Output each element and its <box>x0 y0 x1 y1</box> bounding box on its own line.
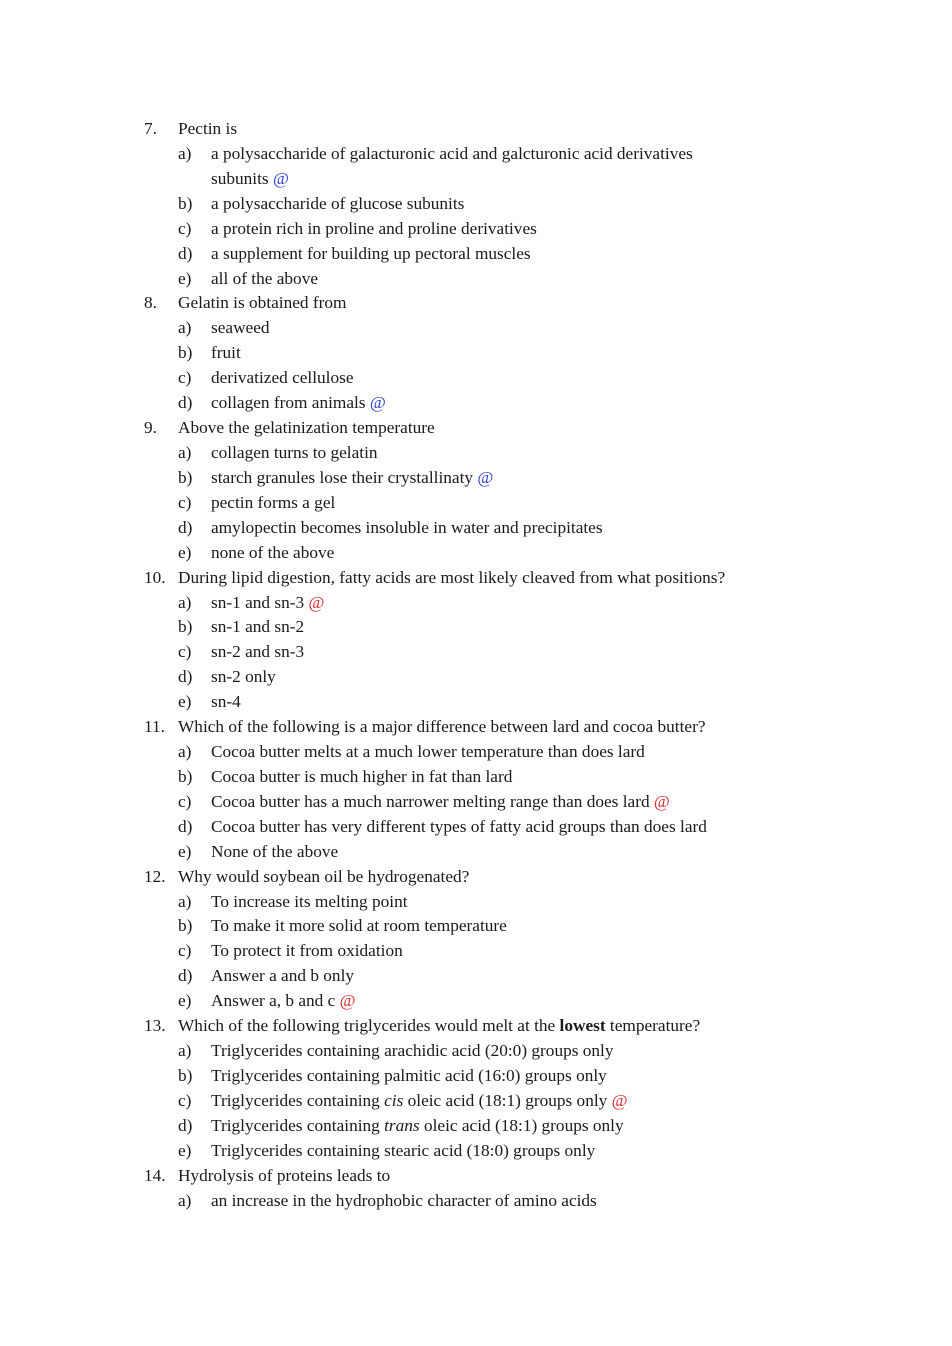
text-segment: a protein rich in proline and proline derivatives <box>211 218 537 238</box>
answer-mark-blue: @ <box>477 467 494 487</box>
option-letter: d) <box>178 1115 193 1135</box>
option-text <box>211 590 324 615</box>
text-segment: Gelatin is obtained from <box>178 293 347 313</box>
option-text <box>211 266 318 291</box>
emphasis-italic: trans <box>384 1115 420 1135</box>
text-segment: Cocoa butter is much higher in fat than lard <box>211 766 513 786</box>
option-letter: c) <box>178 1090 192 1110</box>
text-segment: Triglycerides containing <box>211 1090 385 1110</box>
question-number: 8. <box>144 293 157 313</box>
answer-mark-red: @ <box>339 991 356 1011</box>
text-segment: an increase in the hydrophobic character of amino acids <box>211 1190 597 1210</box>
option-text <box>211 764 512 789</box>
text-segment: Cocoa butter has very different types of fatty acid groups than does lard <box>211 816 707 836</box>
question-number: 14. <box>144 1165 166 1185</box>
text-segment: a polysaccharide of glucose subunits <box>211 193 465 213</box>
option-text <box>211 141 693 166</box>
option-text <box>211 814 707 839</box>
option-letter: d) <box>178 816 193 836</box>
option-text <box>211 1138 595 1163</box>
option-letter: d) <box>178 667 193 687</box>
text-segment: None of the above <box>211 841 339 861</box>
text-segment: Hydrolysis of proteins leads to <box>178 1165 391 1185</box>
option-letter: e) <box>178 268 192 288</box>
option-letter: a) <box>178 143 192 163</box>
answer-mark-blue: @ <box>369 393 386 413</box>
text-segment: collagen turns to gelatin <box>211 443 378 462</box>
question-number: 13. <box>144 1016 166 1036</box>
question-number: 7. <box>144 119 157 138</box>
question-number: 9. <box>144 418 157 437</box>
option-letter: a) <box>178 318 192 338</box>
text-segment: Above the gelatinization temperature <box>178 418 435 437</box>
option-letter: a) <box>178 1041 192 1060</box>
option-letter: c) <box>178 791 192 811</box>
option-text <box>211 1088 628 1113</box>
text-segment: subunits <box>211 168 273 188</box>
option-text <box>211 315 270 340</box>
text-segment: Cocoa butter melts at a much lower temperature than does lard <box>211 742 645 761</box>
text-segment: fruit <box>211 343 241 363</box>
text-segment: sn-1 and sn-2 <box>211 617 305 637</box>
option-letter: b) <box>178 343 193 363</box>
question-number: 10. <box>144 567 166 587</box>
option-letter: d) <box>178 517 193 537</box>
option-text <box>211 664 276 689</box>
text-segment: collagen from animals <box>211 393 370 413</box>
option-letter: e) <box>178 542 192 562</box>
option-letter: d) <box>178 243 193 263</box>
question-number: 12. <box>144 866 166 886</box>
option-text <box>211 938 403 963</box>
question-text <box>178 864 469 889</box>
option-text <box>211 614 304 639</box>
question-text <box>178 415 435 440</box>
option-letter: d) <box>178 393 193 413</box>
text-segment: Which of the following is a major difference between lard and cocoa butter? <box>178 717 706 737</box>
text-segment: amylopectin becomes insoluble in water and precipitates <box>211 517 603 537</box>
emphasis-bold: lowest <box>559 1016 606 1036</box>
option-text <box>211 515 603 540</box>
option-text <box>211 839 338 864</box>
question-text <box>178 290 346 315</box>
option-text <box>211 1188 597 1213</box>
option-letter: a) <box>178 592 192 612</box>
text-segment: seaweed <box>211 318 270 338</box>
option-letter: e) <box>178 1140 192 1160</box>
option-letter: a) <box>178 891 192 911</box>
text-segment: Triglycerides containing arachidic acid (20:0) groups only <box>211 1041 614 1060</box>
text-segment: a polysaccharide of galacturonic acid and galcturonic acid derivatives <box>211 143 693 163</box>
option-letter: b) <box>178 916 193 936</box>
option-text <box>211 440 378 465</box>
option-text <box>211 689 241 714</box>
question-text <box>178 1163 390 1188</box>
text-segment: all of the above <box>211 268 319 288</box>
text-segment: none of the above <box>211 542 335 562</box>
option-letter: d) <box>178 966 193 986</box>
option-text <box>211 988 356 1013</box>
option-letter: e) <box>178 692 192 712</box>
text-segment: pectin forms a gel <box>211 492 336 512</box>
option-text <box>211 241 531 266</box>
option-letter: a) <box>178 443 192 462</box>
option-text <box>211 739 645 764</box>
option-letter: e) <box>178 991 192 1011</box>
text-segment: sn-4 <box>211 692 241 712</box>
option-text <box>211 1038 614 1063</box>
text-segment: oleic acid (18:1) groups only <box>419 1115 624 1135</box>
text-segment: Answer a and b only <box>211 966 355 986</box>
question-text <box>178 565 725 590</box>
option-letter: c) <box>178 492 192 512</box>
option-letter: b) <box>178 1066 193 1085</box>
text-segment: sn-2 and sn-3 <box>211 642 305 662</box>
text-segment: a supplement for building up pectoral muscles <box>211 243 531 263</box>
option-text <box>211 913 507 938</box>
answer-mark-red: @ <box>653 791 670 811</box>
text-segment: sn-1 and sn-3 <box>211 592 309 612</box>
option-text <box>211 490 335 515</box>
option-text <box>211 963 354 988</box>
text-segment: Triglycerides containing <box>211 1115 385 1135</box>
text-segment: Which of the following triglycerides would melt at the <box>178 1016 560 1036</box>
option-text <box>211 340 241 365</box>
option-text <box>211 889 408 914</box>
question-text <box>178 714 706 739</box>
option-text <box>211 390 386 415</box>
text-segment: Cocoa butter has a much narrower melting range than does lard <box>211 791 654 811</box>
option-text <box>211 365 354 390</box>
text-segment: starch granules lose their crystallinaty <box>211 467 478 487</box>
question-number: 11. <box>144 717 165 737</box>
text-segment: Triglycerides containing stearic acid (18:0) groups only <box>211 1140 596 1160</box>
text-segment: oleic acid (18:1) groups only <box>403 1090 612 1110</box>
answer-mark-red: @ <box>308 592 325 612</box>
question-text <box>178 116 237 141</box>
option-text <box>211 540 334 565</box>
text-segment: temperature? <box>605 1016 701 1036</box>
option-letter: b) <box>178 193 193 213</box>
option-text <box>211 465 493 490</box>
option-letter: c) <box>178 941 192 961</box>
option-letter: c) <box>178 218 192 238</box>
option-letter: b) <box>178 617 193 637</box>
option-text <box>211 191 464 216</box>
option-text <box>211 789 670 814</box>
text-segment: To make it more solid at room temperature <box>211 916 507 936</box>
option-letter: c) <box>178 642 192 662</box>
option-text <box>211 1113 624 1138</box>
option-letter: a) <box>178 1190 192 1210</box>
emphasis-italic: cis <box>384 1090 404 1110</box>
option-text <box>211 1063 607 1088</box>
option-letter: b) <box>178 467 193 487</box>
text-segment: sn-2 only <box>211 667 276 687</box>
text-segment: derivatized cellulose <box>211 368 354 388</box>
option-text <box>211 216 537 241</box>
text-segment: To protect it from oxidation <box>211 941 403 961</box>
text-segment: To increase its melting point <box>211 891 408 911</box>
option-text <box>211 639 304 664</box>
question-text <box>178 1013 700 1038</box>
text-segment: Triglycerides containing palmitic acid (16:0) groups only <box>211 1066 607 1085</box>
answer-mark-blue: @ <box>272 168 289 188</box>
option-letter: a) <box>178 742 192 761</box>
option-letter: b) <box>178 766 193 786</box>
text-segment: During lipid digestion, fatty acids are most likely cleaved from what positions? <box>178 567 726 587</box>
option-letter: e) <box>178 841 192 861</box>
text-segment: Why would soybean oil be hydrogenated? <box>178 866 470 886</box>
option-text <box>211 166 289 191</box>
answer-mark-red: @ <box>611 1090 628 1110</box>
text-segment: Answer a, b and c <box>211 991 340 1011</box>
option-letter: c) <box>178 368 192 388</box>
text-segment: Pectin is <box>178 119 238 138</box>
